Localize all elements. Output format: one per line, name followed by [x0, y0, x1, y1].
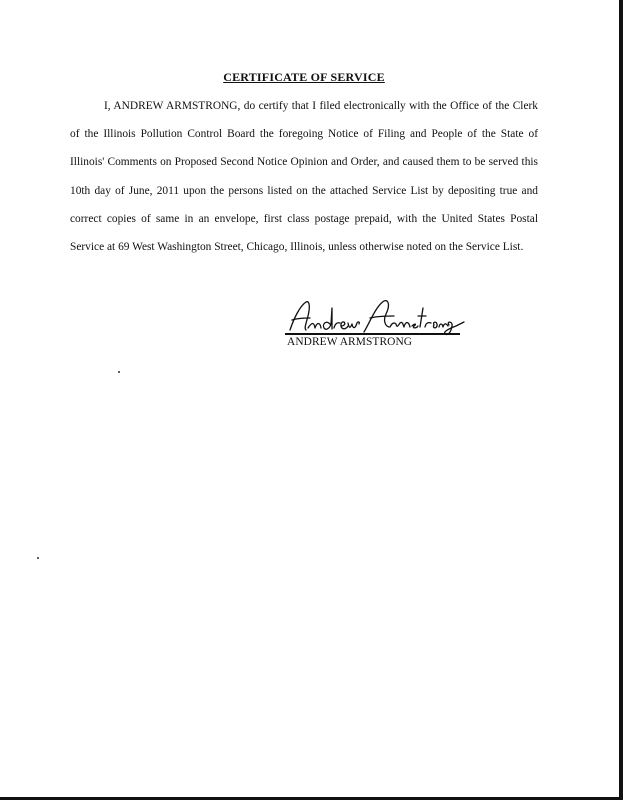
handwritten-signature: [286, 296, 466, 338]
signer-printed-name: ANDREW ARMSTRONG: [287, 336, 413, 348]
scan-speck: [37, 557, 39, 559]
scan-speck: [118, 371, 120, 373]
certificate-body: I, ANDREW ARMSTRONG, do certify that I filed electronically with the Office of the Clerk of the Illinois Pollution Control Board the foregoing Notice of Filing and People of the State of Illinois' Comments on Proposed Second Notice Opinion and Order, and caused them to be served this 10th day of June, 2011 upon the persons listed on the attached Service List by depositing true and correct copies of same in an envelope, first class postage prepaid, with the United States Postal Service at 69 West Washington Street, Chicago, Illinois, unless otherwise noted on the Service List.: [70, 100, 538, 254]
scan-edge-right: [619, 0, 623, 800]
certificate-title: CERTIFICATE OF SERVICE: [223, 70, 385, 84]
signature-line: [285, 333, 460, 335]
